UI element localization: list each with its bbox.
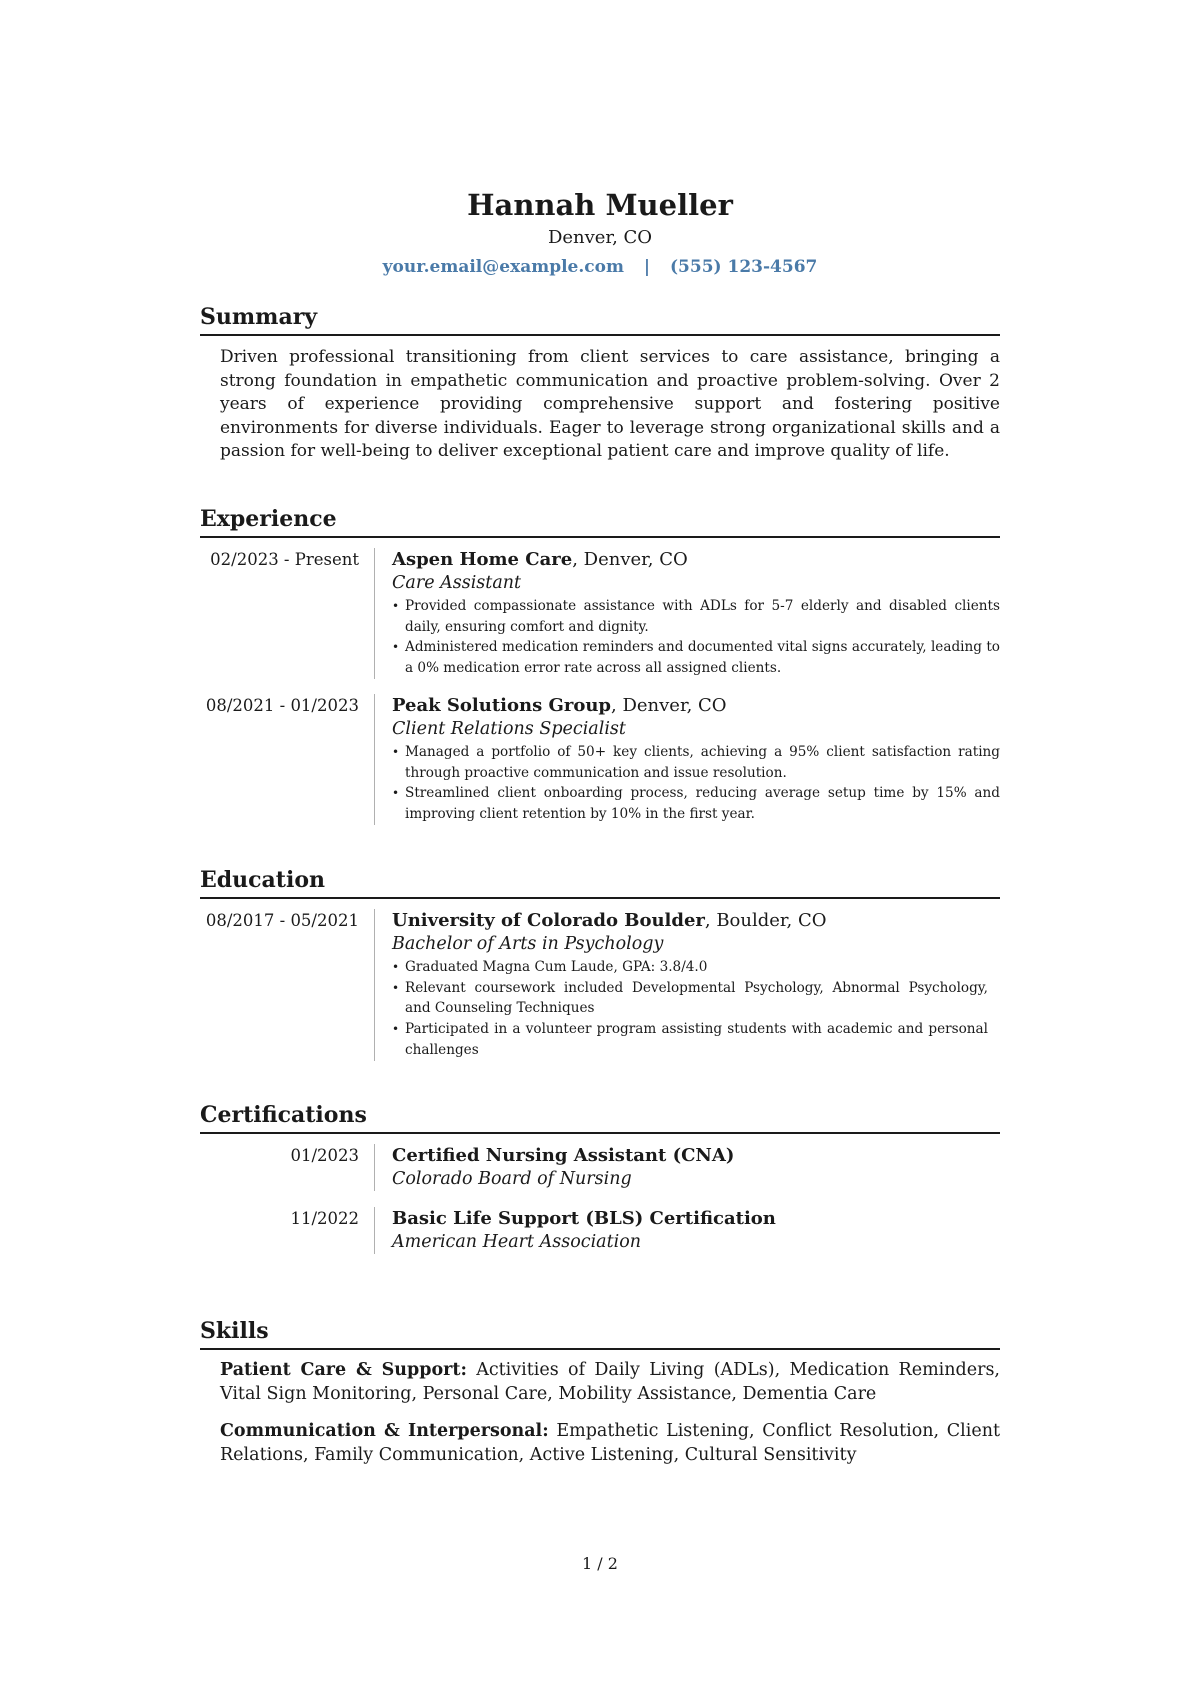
bullet-list <box>392 596 1000 679</box>
certification-title: Basic Life Support (BLS) Certification <box>392 1208 776 1229</box>
entry-date: 01/2023 <box>200 1144 375 1191</box>
bullet-list <box>392 957 988 1061</box>
bullet-list <box>392 742 1000 825</box>
skill-group-label: Communication & Interpersonal: <box>220 1421 549 1441</box>
entry-heading <box>392 548 1000 572</box>
experience-entry <box>200 694 1000 825</box>
institution-name: University of Colorado Boulder <box>392 910 705 931</box>
certification-entry <box>200 1144 1000 1191</box>
section-title-summary: Summary <box>200 303 1000 336</box>
entry-body <box>375 1144 1000 1191</box>
phone-link[interactable]: (555) 123-4567 <box>670 257 818 277</box>
job-role: Care Assistant <box>392 573 522 593</box>
section-title-education: Education <box>200 866 1000 899</box>
experience-section <box>200 505 1000 825</box>
entry-body <box>375 548 1000 679</box>
entry-heading <box>392 694 1000 718</box>
candidate-location: Denver, CO <box>547 227 653 248</box>
bullet-item: • Administered medication reminders and documented vital signs accurately, leading to a 0% medication error rate across all assigned clients. <box>392 637 1000 678</box>
skill-group <box>220 1359 1000 1406</box>
organization-name: Peak Solutions Group <box>392 694 612 716</box>
contact-line <box>200 255 1000 279</box>
certification-entry <box>200 1207 1000 1254</box>
organization-location: , Denver, CO <box>611 694 727 716</box>
entry-heading <box>392 909 988 933</box>
organization-name: Aspen Home Care <box>392 549 573 570</box>
certification-name <box>392 1207 1000 1231</box>
education-entry <box>200 909 1000 1061</box>
job-role: Client Relations Specialist <box>392 718 626 739</box>
summary-section <box>200 303 1000 464</box>
certification-issuer: Colorado Board of Nursing <box>392 1169 632 1189</box>
education-section <box>200 866 1000 1061</box>
institution-location: , Boulder, CO <box>704 910 827 931</box>
certification-name <box>392 1144 1000 1168</box>
certification-title: Certified Nursing Assistant (CNA) <box>392 1145 735 1166</box>
degree: Bachelor of Arts in Psychology <box>392 934 664 954</box>
bullet-item: • Graduated Magna Cum Laude, GPA: 3.8/4.0 <box>392 957 988 978</box>
bullet-item: • Provided compassionate assistance with ADLs for 5-7 elderly and disabled clients daily, ensuring comfort and dignity. <box>392 596 1000 637</box>
skill-group <box>220 1420 1000 1467</box>
resume-header <box>200 188 1000 279</box>
section-title-certifications: Certifications <box>200 1101 1000 1134</box>
contact-separator: | <box>643 257 651 277</box>
entry-date: 02/2023 - Present <box>200 548 375 679</box>
skill-group-label: Patient Care & Support: <box>220 1360 467 1380</box>
skill-group-text: Activities of Daily Living (ADLs), Medication Reminders, Vital Sign Monitoring, Personal Care, Mobility Assistance, Dementia Care <box>220 1360 1000 1404</box>
certification-issuer: American Heart Association <box>392 1232 642 1252</box>
bullet-item: • Participated in a volunteer program assisting students with academic and personal challenges <box>392 1019 988 1060</box>
entry-body <box>375 1207 1000 1254</box>
bullet-item: • Managed a portfolio of 50+ key clients, achieving a 95% client satisfaction rating through proactive communication and issue resolution. <box>392 742 1000 783</box>
section-title-skills: Skills <box>200 1317 1000 1350</box>
skill-group-text: Empathetic Listening, Conflict Resolution, Client Relations, Family Communication, Active Listening, Cultural Sensitivity <box>220 1421 1001 1465</box>
skills-section <box>200 1317 1000 1467</box>
bullet-item: • Streamlined client onboarding process, reducing average setup time by 15% and improving client retention by 10% in the first year. <box>392 783 1000 824</box>
bullet-item: • Relevant coursework included Developmental Psychology, Abnormal Psychology, and Counseling Techniques <box>392 978 988 1019</box>
entry-date: 08/2017 - 05/2021 <box>200 909 375 1061</box>
page-number: 1 / 2 <box>582 1554 618 1573</box>
resume-page <box>200 0 1000 1683</box>
section-title-experience: Experience <box>200 505 1000 538</box>
certifications-section <box>200 1101 1000 1254</box>
organization-location: , Denver, CO <box>572 549 688 570</box>
email-link[interactable]: your.email@example.com <box>382 257 624 277</box>
entry-date: 08/2021 - 01/2023 <box>200 694 375 825</box>
entry-body <box>375 909 1000 1061</box>
candidate-name: Hannah Mueller <box>467 188 733 222</box>
summary-text: Driven professional transitioning from client services to care assistance, bringing a strong foundation in empathetic communication and proactive problem-solving. Over 2 years of experience providing comprehensive support and fostering positive environments for diverse individuals. Eager to leverage strong organizational skills and a passion for well-being to deliver exceptional patient care and improve quality of life. <box>220 347 1000 461</box>
entry-body <box>375 694 1000 825</box>
entry-date: 11/2022 <box>200 1207 375 1254</box>
experience-entry <box>200 548 1000 679</box>
